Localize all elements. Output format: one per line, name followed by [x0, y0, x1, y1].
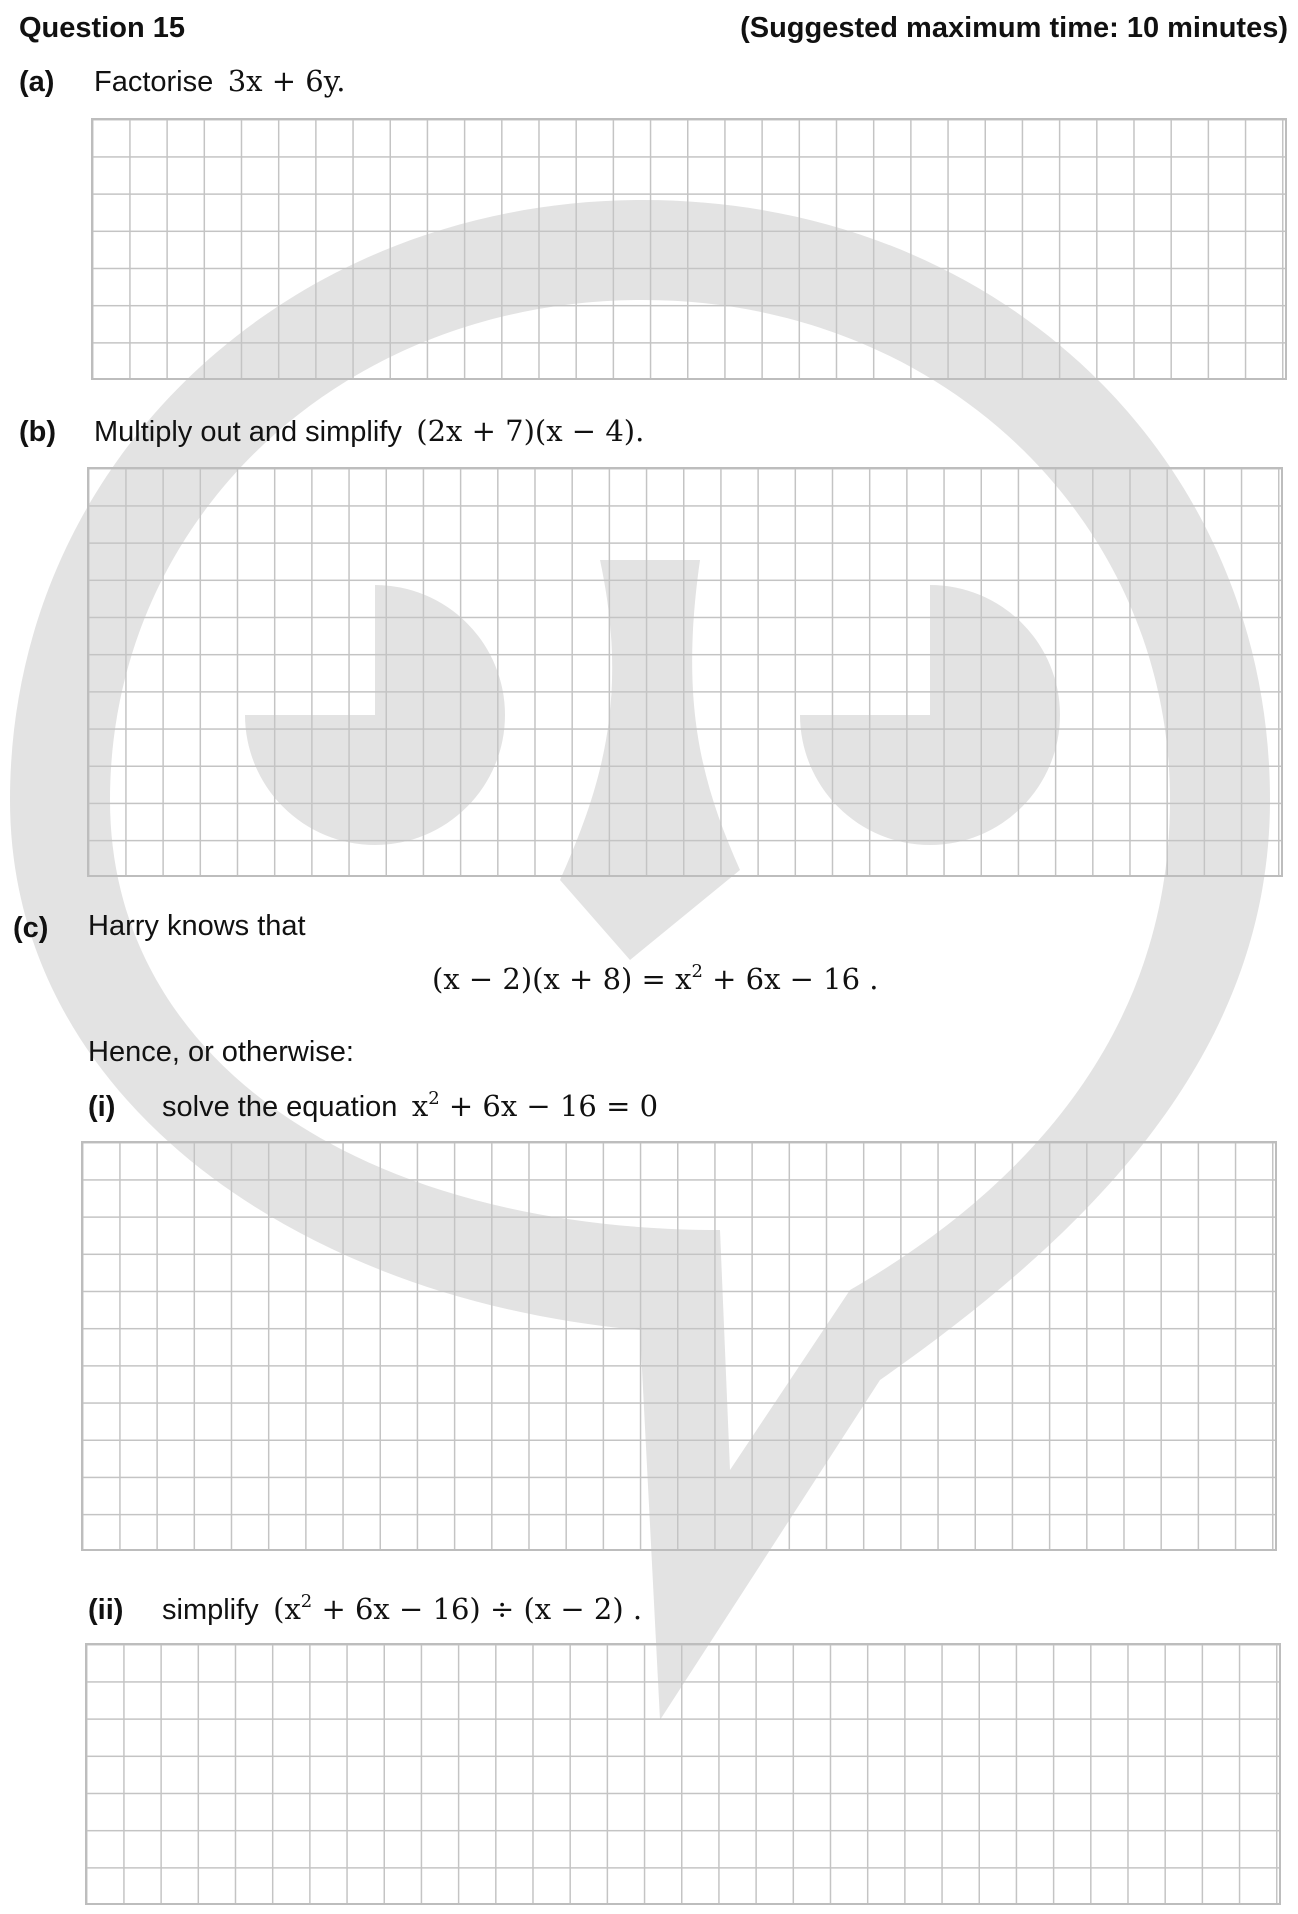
part-c-ii-question — [162, 1592, 642, 1627]
part-c-identity — [432, 962, 879, 996]
part-c-i-question — [162, 1089, 658, 1124]
part-c-i-label: (i) — [88, 1091, 116, 1123]
part-b-text: Multiply out and simplify — [94, 416, 402, 448]
expression-part-2: + 6x − 16) ÷ (x − 2) . — [312, 1592, 643, 1626]
part-c-label: (c) — [13, 912, 49, 944]
equation-exponent: 2 — [428, 1088, 440, 1109]
part-a-text: Factorise — [94, 66, 214, 98]
expression-part-1: (x — [273, 1592, 301, 1626]
part-a-label: (a) — [19, 66, 55, 98]
part-c-intro: Harry knows that — [88, 910, 306, 942]
expression-exponent: 2 — [300, 1591, 313, 1612]
part-a-question — [94, 64, 345, 99]
part-b-math: (2x + 7)(x − 4). — [416, 414, 645, 448]
part-c-ii-label: (ii) — [88, 1594, 124, 1626]
part-c-hence: Hence, or otherwise: — [88, 1036, 354, 1068]
part-c-ii-text: simplify — [162, 1594, 259, 1626]
equation-part-1: x — [411, 1089, 429, 1123]
part-c-ii-math — [273, 1592, 642, 1626]
part-c-i-text: solve the equation — [162, 1091, 398, 1123]
question-title: Question 15 — [19, 12, 185, 44]
part-c-i-math — [412, 1089, 658, 1123]
identity-exponent: 2 — [691, 961, 703, 982]
identity-part-2: + 6x − 16 . — [702, 962, 879, 996]
equation-part-2: + 6x − 16 = 0 — [439, 1089, 659, 1123]
part-b-question — [94, 414, 644, 449]
suggested-time: (Suggested maximum time: 10 minutes) — [740, 12, 1288, 44]
part-a-math: 3x + 6y. — [227, 64, 346, 98]
identity-part-1: (x − 2)(x + 8) = x — [432, 962, 692, 996]
part-b-label: (b) — [19, 416, 57, 448]
